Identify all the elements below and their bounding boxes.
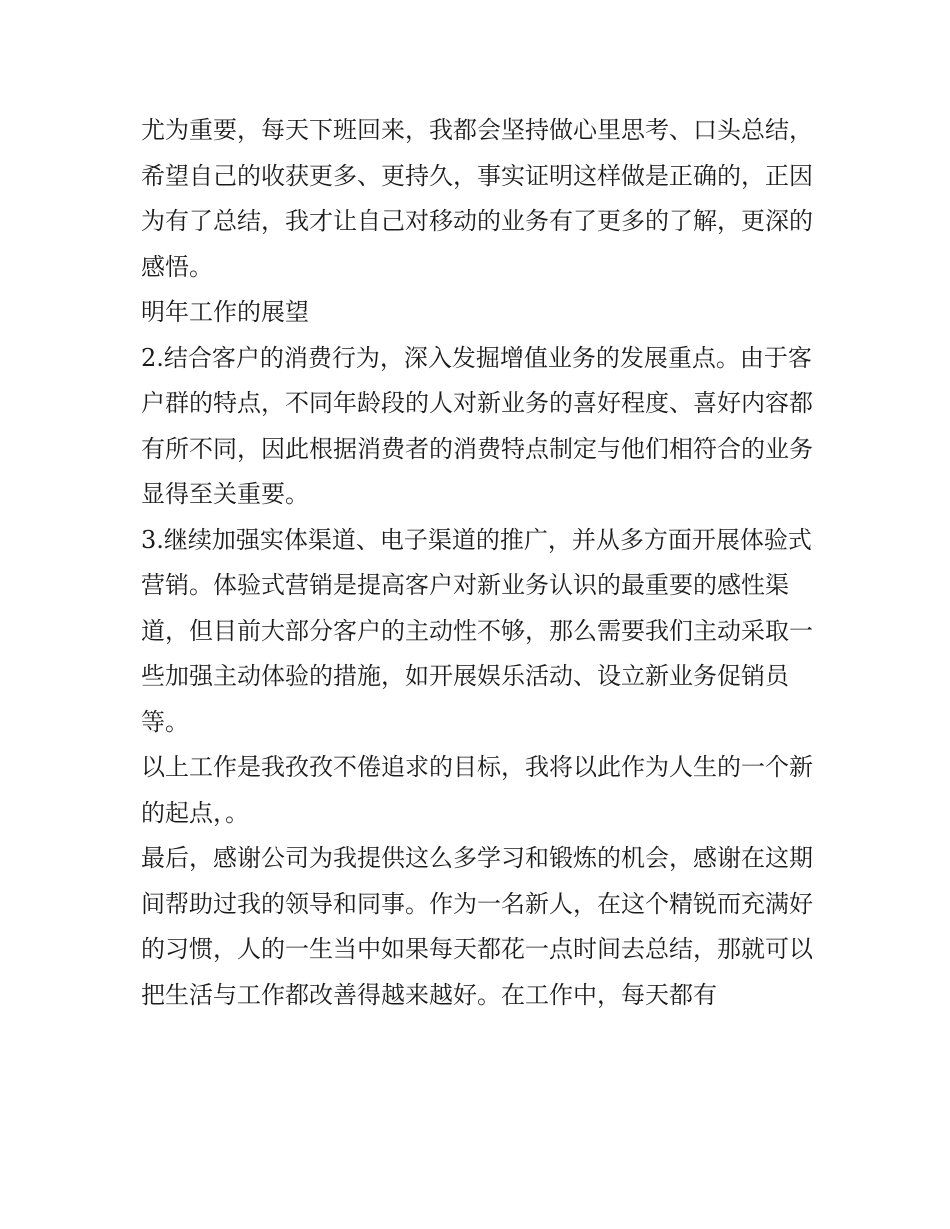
document-body: [141, 108, 813, 1018]
section-heading: 明年工作的展望: [141, 298, 309, 326]
paragraph-item-2: 2.结合客户的消费行为，深入发掘增值业务的发展重点。由于客户群的特点，不同年龄段的人对新业务的喜好程度、喜好内容都有所不同，因此根据消费者的消费特点制定与他们相符合的业务显得至关重要。: [141, 343, 813, 508]
paragraph-thanks: 最后，感谢公司为我提供这么多学习和锻炼的机会，感谢在这期间帮助过我的领导和同事。作为一名新人，在这个精锐而充满好的习惯，人的一生当中如果每天都花一点时间去总结，那就可以把生活与工作都改善得越来越好。在工作中，每天都有: [141, 844, 813, 1009]
paragraph-continuation: 尤为重要，每天下班回来，我都会坚持做心里思考、口头总结，希望自己的收获更多、更持久，事实证明这样做是正确的，正因为有了总结，我才让自己对移动的业务有了更多的了解，更深的感悟。: [141, 116, 813, 281]
paragraph-item-3: 3.继续加强实体渠道、电子渠道的推广，并从多方面开展体验式营销。体验式营销是提高客户对新业务认识的最重要的感性渠道，但目前大部分客户的主动性不够，那么需要我们主动采取一些加强主动体验的措施，如开展娱乐活动、设立新业务促销员等。: [141, 525, 813, 736]
paragraph-goal: 以上工作是我孜孜不倦追求的目标，我将以此作为人生的一个新的起点，。: [141, 753, 813, 827]
